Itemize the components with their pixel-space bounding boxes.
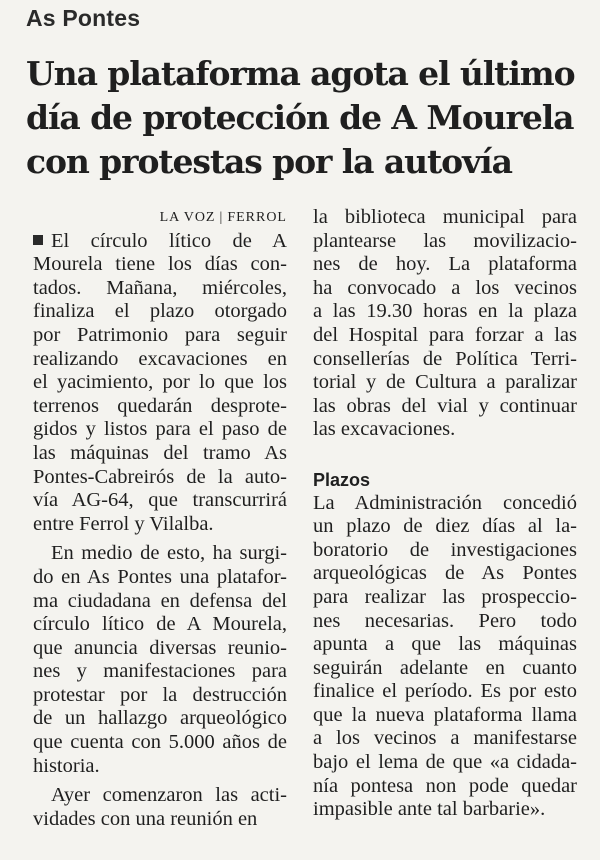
paragraph [33, 230, 287, 543]
text-line: que anuncia diversas reunio- [33, 636, 287, 659]
text-line: seguirán adelante en cuanto [313, 656, 577, 679]
text-line: Pontes-Cabreirós de la auto- [33, 465, 287, 488]
text-line: plantearse las movilizacio- [313, 229, 577, 252]
subhead: Plazos [313, 469, 371, 490]
text-line: terrenos quedarán desprote- [33, 394, 287, 417]
text-line: apunta a que las máquinas [313, 633, 577, 656]
headline-line: con protestas por la autovía [26, 142, 512, 181]
right-column [313, 206, 577, 822]
text-line: realizando excavaciones en [33, 347, 287, 370]
text-line: historia. [33, 754, 100, 777]
text-line: las máquinas del tramo As [33, 441, 287, 464]
text-line: vidades con una reunión en [33, 807, 258, 830]
text-line: para realizar las prospeccio- [313, 585, 577, 608]
text-line: que cuenta con 5.000 años de [33, 731, 287, 754]
text-line: ma ciudadana en defensa del [33, 589, 287, 612]
text-line: nes necesarias. Pero todo [313, 609, 577, 632]
byline-source: LA VOZ [159, 210, 216, 225]
text-line: protestar por la destrucción [33, 683, 287, 706]
text-line: a los vecinos a manifestarse [313, 727, 577, 750]
text-line: El círculo lítico de A [33, 230, 287, 254]
text-line: la biblioteca municipal para [313, 206, 577, 228]
text-line: a las 19.30 horas en la plaza [313, 300, 577, 323]
text-line: las obras del vial y continuar [313, 394, 577, 417]
text-line: vía AG-64, que transcurrirá [33, 489, 287, 512]
text-line: nes y manifestaciones para [33, 660, 287, 683]
byline-separator: | [219, 210, 224, 225]
text-line: nes de hoy. La plataforma [313, 253, 577, 276]
text-line: Mourela tiene los días con- [33, 253, 287, 276]
text-line: el yacimiento, por lo que los [33, 371, 287, 394]
text-line: que la nueva plataforma llama [313, 703, 577, 726]
text-line: En medio de esto, ha surgi- [51, 542, 287, 565]
text-line: entre Ferrol y Vilalba. [33, 512, 214, 535]
text-line: por Patrimonio para seguir [33, 323, 287, 346]
text-line: gidos y listos para el paso de [33, 418, 287, 441]
section-label: As Pontes [26, 5, 141, 31]
headline [26, 52, 596, 184]
paragraph [33, 784, 287, 831]
byline-city: FERROL [227, 210, 287, 225]
text-line: impasible ante tal barbarie». [313, 798, 546, 821]
lead-bullet-icon [33, 235, 43, 245]
text-line: de un hallazgo arqueológico [33, 707, 287, 730]
left-column [33, 206, 287, 831]
text-line: Ayer comenzaron las acti- [51, 784, 287, 807]
text-line: La Administración concedió [313, 491, 577, 514]
text-line: finalice el período. Es por esto [313, 680, 577, 703]
text-line: del Hospital para forzar a las [313, 323, 577, 346]
text-line: ha convocado a los vecinos [313, 276, 577, 299]
text-line: círculo lítico de A Mourela, [33, 613, 287, 636]
text-line: las excavaciones. [313, 418, 456, 441]
text-line: un plazo de diez días al la- [313, 515, 577, 538]
text-line: tados. Mañana, miércoles, [33, 276, 287, 299]
paragraph [313, 206, 577, 442]
text-line: bajo el lema de que «a cidada- [313, 751, 577, 774]
text-line: nía pontesa non pode quedar [313, 774, 577, 797]
paragraph [313, 492, 577, 822]
text-line: finaliza el plazo otorgado [33, 300, 287, 323]
text-line: boratorio de investigaciones [313, 538, 577, 561]
text-line: do en As Pontes una platafor- [33, 565, 287, 588]
text-line: torial y de Cultura a paralizar [313, 371, 577, 394]
headline-line: Una plataforma agota el último [26, 54, 575, 93]
text-line: consellerías de Política Terri- [313, 347, 577, 370]
text-line: arqueológicas de As Pontes [313, 562, 577, 585]
headline-line: día de protección de A Mourela [26, 98, 574, 137]
paragraph-gap [313, 442, 577, 466]
byline [33, 206, 287, 230]
paragraph [33, 542, 287, 784]
